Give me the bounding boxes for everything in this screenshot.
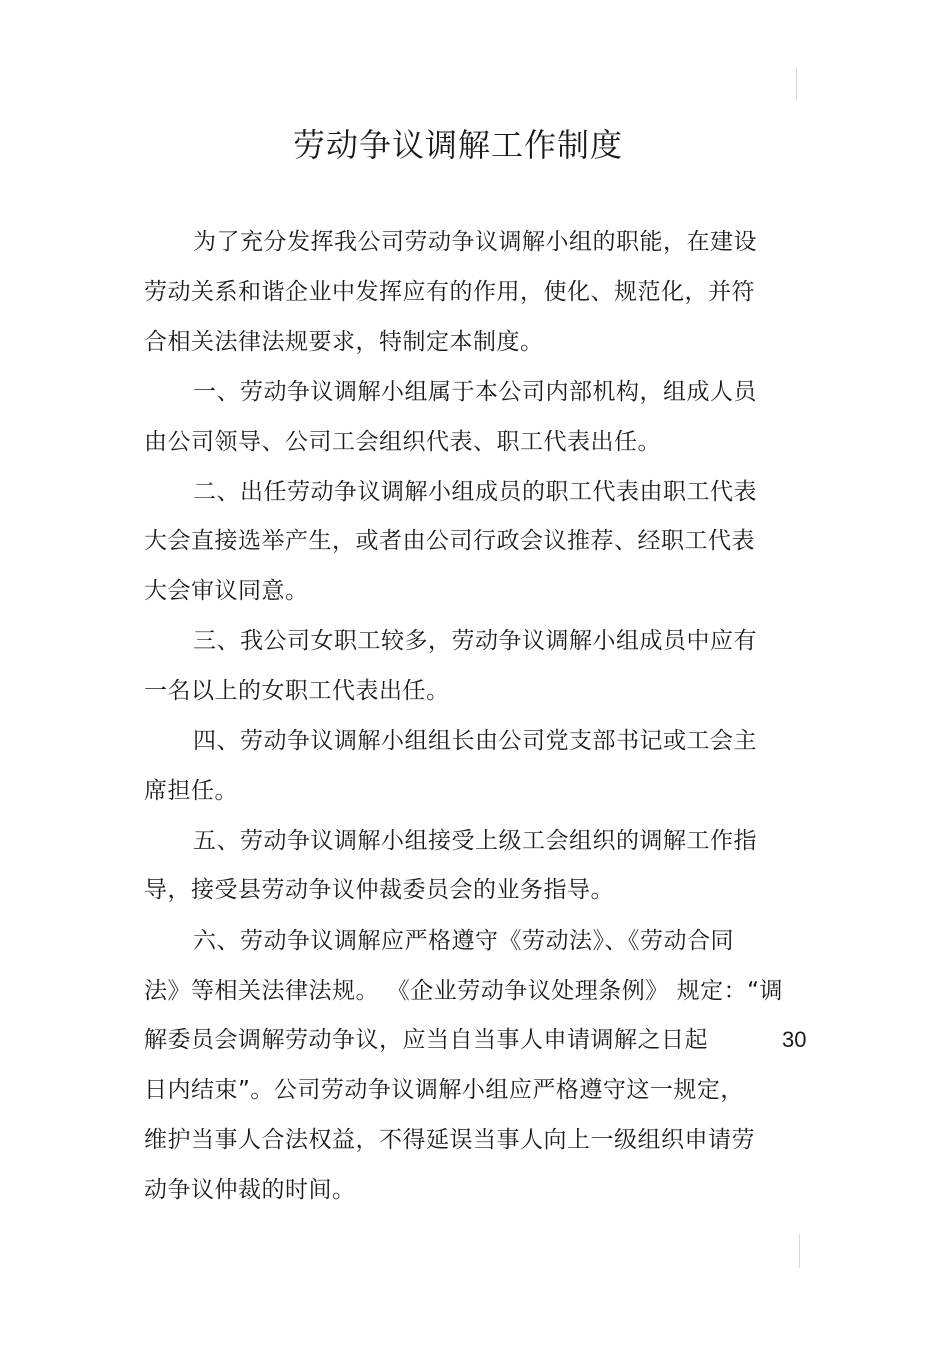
clause-2-line-2: 大会直接选举产生，或者由公司行政会议推荐、经职工代表 bbox=[144, 528, 755, 554]
top-right-crop-mark bbox=[796, 68, 797, 100]
clause-1-line-2: 由公司领导、公司工会组织代表、职工代表出任。 bbox=[144, 429, 661, 455]
clause-1-line-1: 一、劳动争议调解小组属于本公司内部机构，组成人员 bbox=[193, 379, 757, 405]
document-title: 劳动争议调解工作制度 bbox=[292, 126, 623, 164]
paragraph-intro-line-2: 劳动关系和谐企业中发挥应有的作用，使化、规范化，并符 bbox=[144, 279, 755, 305]
paragraph-intro-line-3: 合相关法律法规要求，特制定本制度。 bbox=[144, 329, 544, 355]
clause-5-line-1: 五、劳动争议调解小组接受上级工会组织的调解工作指 bbox=[193, 828, 757, 854]
clause-3-line-1: 三、我公司女职工较多，劳动争议调解小组成员中应有 bbox=[193, 628, 757, 654]
clause-6-line-5: 维护当事人合法权益，不得延误当事人向上一级组织申请劳 bbox=[144, 1127, 755, 1153]
clause-2-line-3: 大会审议同意。 bbox=[144, 578, 309, 604]
clause-6-line-6: 动争议仲裁的时间。 bbox=[144, 1177, 356, 1203]
clause-6-line-3: 解委员会调解劳动争议，应当自当事人申请调解之日起 bbox=[144, 1027, 708, 1053]
paragraph-intro-line-1: 为了充分发挥我公司劳动争议调解小组的职能，在建设 bbox=[193, 229, 757, 255]
clause-6-line-1: 六、劳动争议调解应严格遵守《劳动法》、《劳动合同 bbox=[193, 928, 734, 954]
days-number: 30 bbox=[782, 1027, 807, 1052]
bottom-right-crop-mark bbox=[799, 1234, 800, 1268]
clause-6-line-4: 日内结束”。公司劳动争议调解小组应严格遵守这一规定， bbox=[144, 1077, 744, 1103]
clause-3-line-2: 一名以上的女职工代表出任。 bbox=[144, 678, 450, 704]
clause-5-line-2: 导，接受县劳动争议仲裁委员会的业务指导。 bbox=[144, 877, 614, 903]
clause-2-line-1: 二、出任劳动争议调解小组成员的职工代表由职工代表 bbox=[193, 479, 757, 505]
clause-4-line-1: 四、劳动争议调解小组组长由公司党支部书记或工会主 bbox=[193, 728, 757, 754]
clause-6-line-2: 法》等相关法律法规。 《企业劳动争议处理条例》 规定：“调 bbox=[144, 978, 784, 1004]
clause-4-line-2: 席担任。 bbox=[144, 778, 238, 804]
